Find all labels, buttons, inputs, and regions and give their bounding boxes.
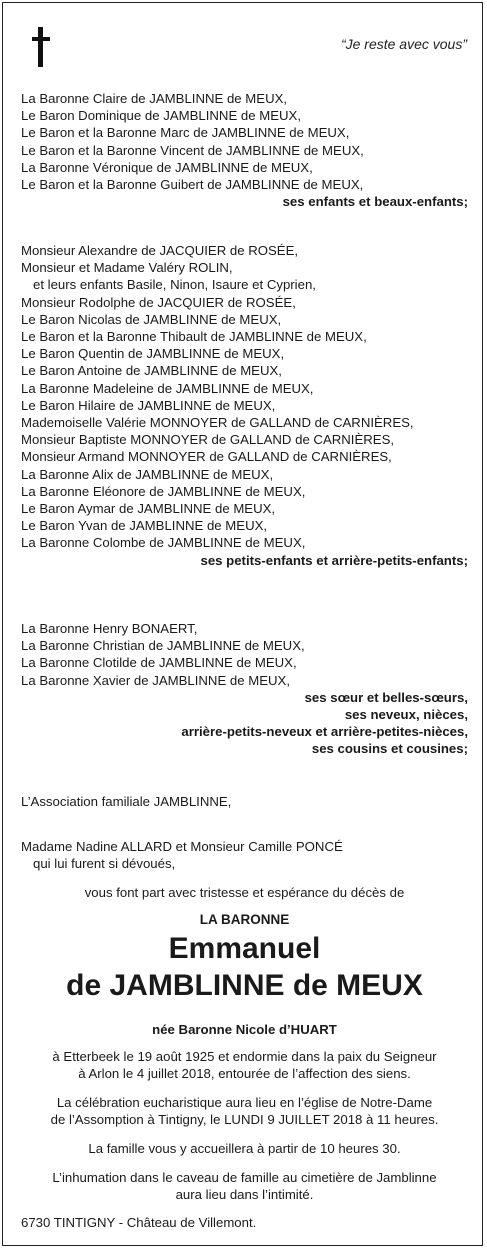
mourner-line: La Baronne Christian de JAMBLINNE de MEUX, [21, 638, 305, 654]
mourner-line: La Baronne Véronique de JAMBLINNE de MEUX, [21, 159, 313, 175]
relation-label: ses sœur et belles-sœurs, [304, 689, 468, 705]
detail-line: aura lieu dans l’intimité. [175, 1187, 314, 1203]
name-first: Emmanuel [168, 932, 321, 965]
name-last: de JAMBLINNE de MEUX [66, 969, 423, 1002]
mourner-line: La Baronne Xavier de JAMBLINNE de MEUX, [21, 672, 291, 688]
mourner-line: et leurs enfants Basile, Ninon, Isaure et Cyprien, [33, 277, 316, 293]
siblings-block [21, 620, 468, 758]
mourner-line: La Baronne Claire de JAMBLINNE de MEUX, [21, 91, 288, 106]
carers-line: Madame Nadine ALLARD et Monsieur Camille PONCÉ [21, 839, 343, 854]
detail-line: La célébration eucharistique aura lieu en l’église de Notre-Dame [56, 1095, 433, 1110]
deceased-name [21, 930, 468, 1004]
announcement-text: vous font part avec tristesse et espérance du décès de [84, 885, 405, 900]
mourner-line: Le Baron Antoine de JAMBLINNE de MEUX, [21, 363, 282, 379]
ceremony-details [21, 1094, 468, 1128]
title-text: LA BARONNE [199, 912, 290, 927]
birth-name-text: née Baronne Nicole d’HUART [152, 1022, 337, 1037]
mourner-line: Monsieur Armand MONNOYER de GALLAND de CARNIÈRES, [21, 449, 392, 465]
detail-line: La famille vous y accueillera à partir de 10 heures 30. [88, 1141, 401, 1156]
mourner-line: Le Baron et la Baronne Guibert de JAMBLINNE de MEUX, [21, 177, 364, 193]
mourner-line: Monsieur Alexandre de JACQUIER de ROSÉE, [21, 243, 299, 258]
mourner-line: Monsieur et Madame Valéry ROLIN, [21, 260, 233, 276]
relation-label: ses neveux, nièces, [344, 707, 468, 723]
deceased-title [21, 911, 468, 928]
mourner-line: La Baronne Eléonore de JAMBLINNE de MEUX, [21, 483, 306, 499]
mourner-line: Monsieur Rodolphe de JACQUIER de ROSÉE, [21, 294, 296, 310]
detail-line: à Arlon le 4 juillet 2018, entourée de l’affection des siens. [78, 1066, 411, 1082]
reception-details [21, 1140, 468, 1157]
mourner-line: La Baronne Madeleine de JAMBLINNE de MEUX, [21, 380, 314, 396]
association-line [21, 793, 468, 810]
mourner-line: Le Baron et la Baronne Vincent de JAMBLINNE de MEUX, [21, 142, 364, 158]
mourner-line: Le Baron et la Baronne Marc de JAMBLINNE de MEUX, [21, 125, 350, 141]
mourner-line: La Baronne Clotilde de JAMBLINNE de MEUX, [21, 655, 297, 671]
address [21, 1214, 468, 1231]
detail-line: de l’Assomption à Tintigny, le LUNDI 9 JUILLET 2018 à 11 heures. [50, 1112, 439, 1128]
mourner-line: Monsieur Baptiste MONNOYER de GALLAND de CARNIÈRES, [21, 432, 395, 448]
mourner-line: La Baronne Henry BONAERT, [21, 621, 198, 636]
birth-death-details [21, 1048, 468, 1082]
mourner-line: Le Baron Quentin de JAMBLINNE de MEUX, [21, 346, 285, 362]
mourner-line: Le Baron Aymar de JAMBLINNE de MEUX, [21, 501, 276, 517]
announcement [21, 884, 468, 901]
relation-label: arrière-petits-neveux et arrière-petites-nièces, [181, 724, 468, 740]
mourner-line: Le Baron Nicolas de JAMBLINNE de MEUX, [21, 311, 282, 327]
detail-line: L’inhumation dans le caveau de famille au cimetière de Jamblinne [52, 1170, 437, 1185]
motto: “Je reste avec vous” [340, 36, 467, 52]
address-text: 6730 TINTIGNY - Château de Villemont. [21, 1215, 257, 1230]
association-text: L’Association familiale JAMBLINNE, [21, 794, 232, 809]
carers-line: qui lui furent si dévoués, [33, 856, 176, 872]
carers-block [21, 838, 468, 872]
relation-label: ses enfants et beaux-enfants; [282, 194, 468, 210]
relation-label: ses cousins et cousines; [311, 741, 468, 757]
grandchildren-block [21, 242, 468, 569]
mourner-line: La Baronne Colombe de JAMBLINNE de MEUX, [21, 535, 306, 551]
mourner-line: La Baronne Alix de JAMBLINNE de MEUX, [21, 466, 274, 482]
mourner-line: Le Baron Yvan de JAMBLINNE de MEUX, [21, 518, 268, 534]
mourner-line: Le Baron et la Baronne Thibault de JAMBLINNE de MEUX, [21, 329, 367, 345]
children-block [21, 90, 468, 210]
relation-label: ses petits-enfants et arrière-petits-enfants; [200, 552, 468, 568]
detail-line: à Etterbeek le 19 août 1925 et endormie dans la paix du Seigneur [52, 1049, 437, 1064]
mourner-line: Le Baron Hilaire de JAMBLINNE de MEUX, [21, 397, 276, 413]
burial-details [21, 1169, 468, 1203]
mourner-line: Mademoiselle Valérie MONNOYER de GALLAND de CARNIÈRES, [21, 415, 414, 431]
mourner-line: Le Baron Dominique de JAMBLINNE de MEUX, [21, 108, 301, 124]
birth-name [21, 1021, 468, 1038]
cross-icon [32, 27, 50, 67]
